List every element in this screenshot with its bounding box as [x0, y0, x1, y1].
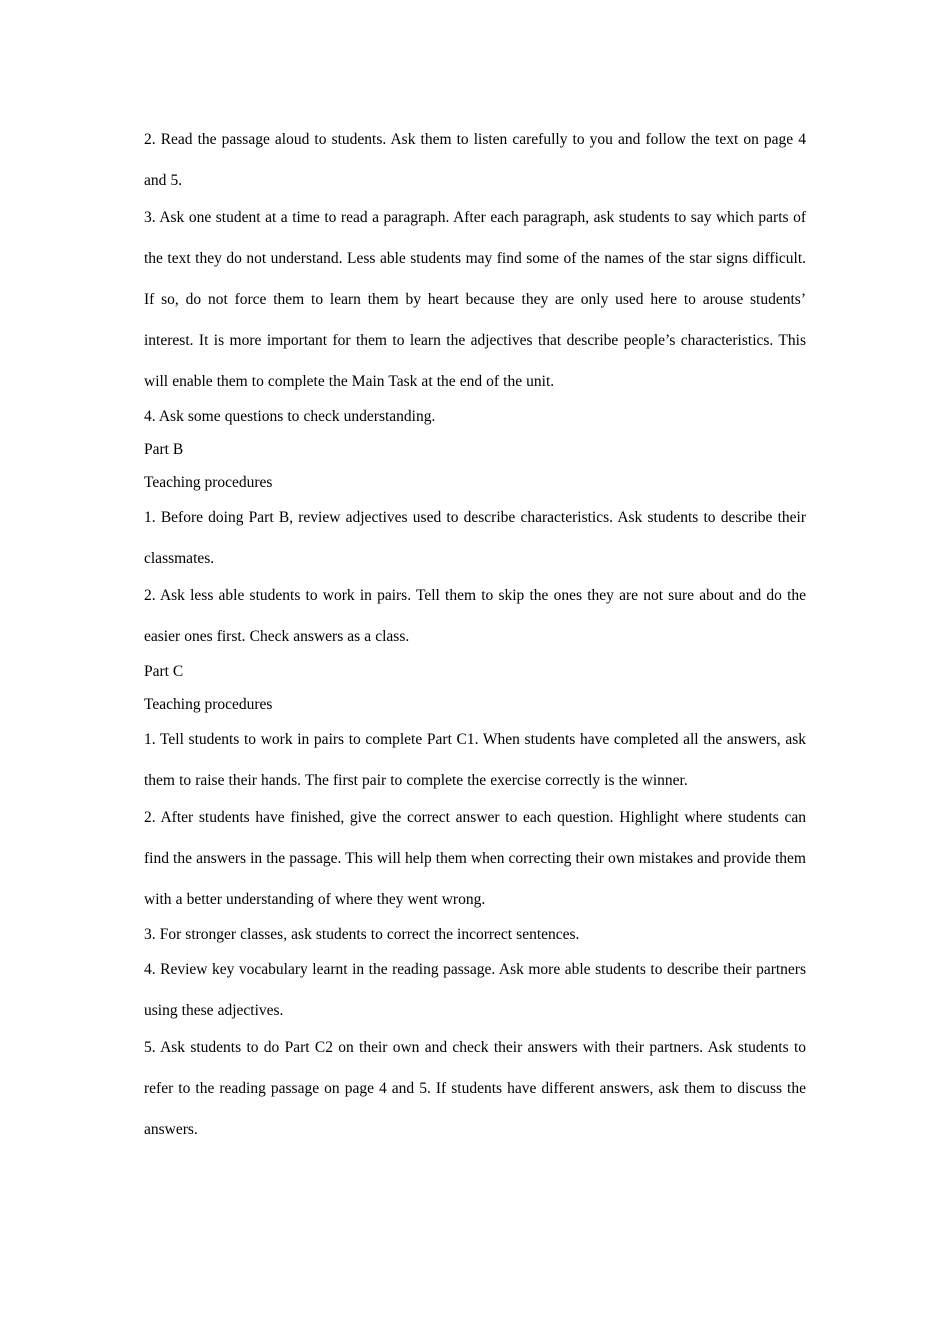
paragraph-part-c-step-3: 3. For stronger classes, ask students to correct the incorrect sentences. — [144, 926, 580, 943]
paragraph-part-b-step-1: 1. Before doing Part B, review adjectives used to describe characteristics. Ask students to describe their classmates. — [144, 509, 806, 567]
paragraph-part-c-step-5: 5. Ask students to do Part C2 on their own and check their answers with their partners. Ask students to refer to the reading passage on page 4 and 5. If students have different answers, ask them to discuss the answers. — [144, 1039, 806, 1138]
paragraph-read-paragraphs: 3. Ask one student at a time to read a paragraph. After each paragraph, ask students to say which parts of the text they do not understand. Less able students may find some of the names of the star signs difficult. If so, do not force them to learn them by heart because they are only used here to arouse students’ interest. It is more important for them to learn the adjectives that describe people’s characteristics. This will enable them to complete the Main Task at the end of the unit. — [144, 209, 806, 390]
paragraph-part-b-step-2: 2. Ask less able students to work in pairs. Tell them to skip the ones they are not sure about and do the easier ones first. Check answers as a class. — [144, 587, 806, 645]
subheading-teaching-procedures-c: Teaching procedures — [144, 696, 273, 713]
paragraph-read-aloud: 2. Read the passage aloud to students. Ask them to listen carefully to you and follow the text on page 4 and 5. — [144, 131, 806, 189]
paragraph-part-c-step-1: 1. Tell students to work in pairs to complete Part C1. When students have completed all the answers, ask them to raise their hands. The first pair to complete the exercise correctly is the winner. — [144, 731, 806, 789]
section-heading-part-c: Part C — [144, 663, 184, 680]
paragraph-part-c-step-2: 2. After students have finished, give the correct answer to each question. Highlight where students can find the answers in the passage. This will help them when correcting their own mistakes and provide them with a better understanding of where they went wrong. — [144, 809, 806, 908]
paragraph-part-c-step-4: 4. Review key vocabulary learnt in the reading passage. Ask more able students to describe their partners using these adjectives. — [144, 961, 806, 1019]
section-heading-part-b: Part B — [144, 441, 184, 458]
document-page — [144, 119, 806, 1150]
subheading-teaching-procedures-b: Teaching procedures — [144, 474, 273, 491]
paragraph-check-understanding: 4. Ask some questions to check understanding. — [144, 408, 436, 425]
